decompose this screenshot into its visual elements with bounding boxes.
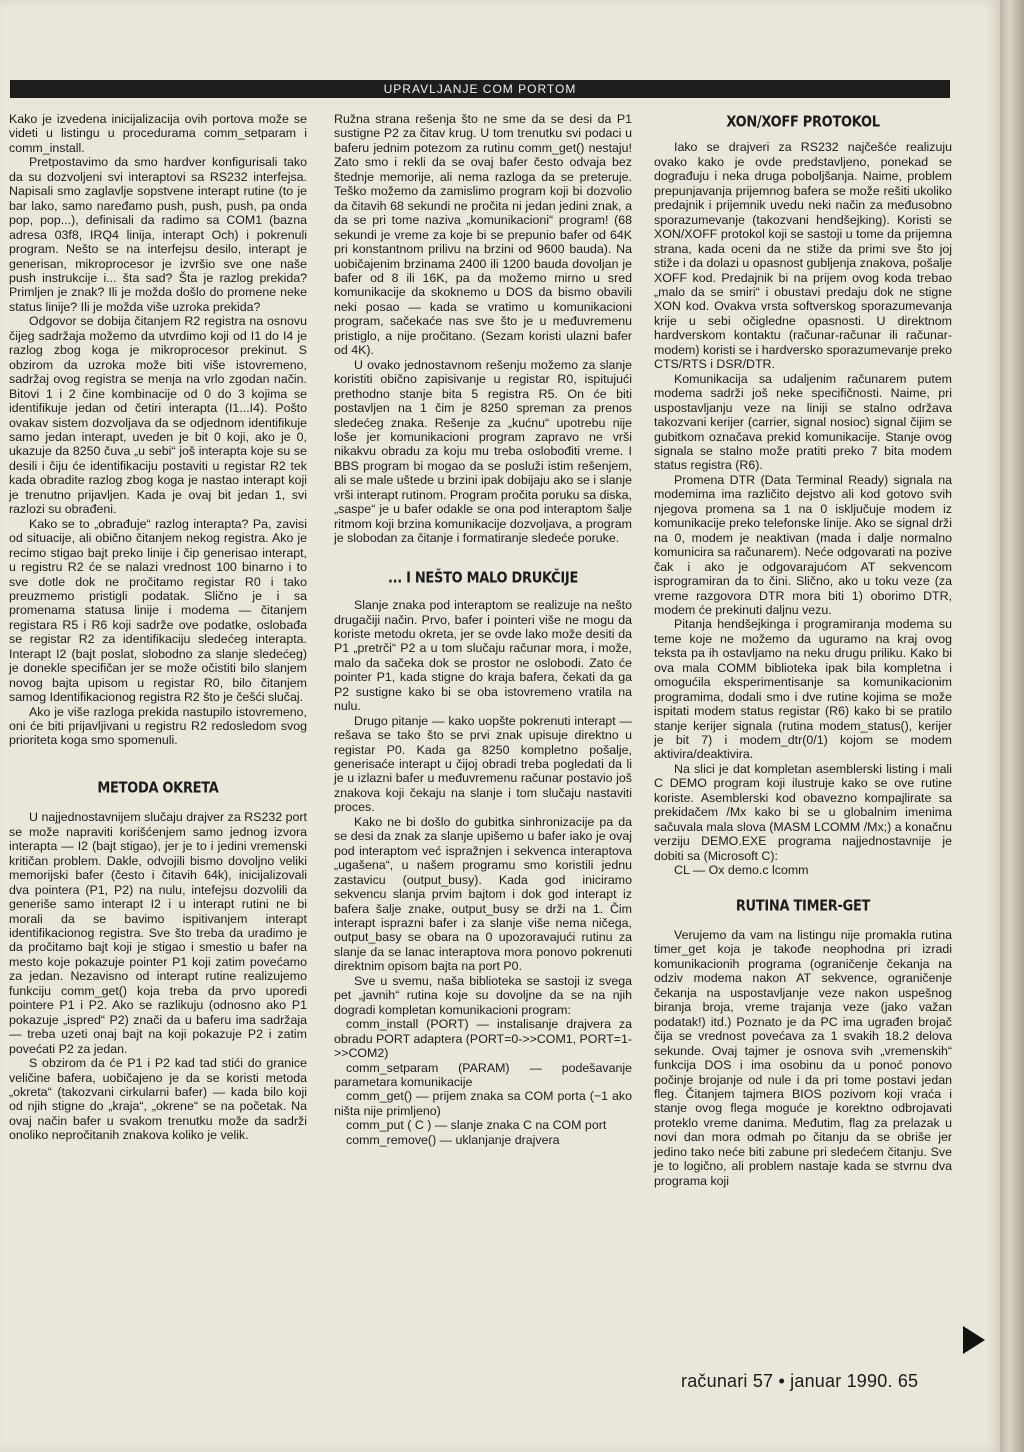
paragraph: Ružna strana rešenja što ne sme da se desi da P1 sustigne P2 za čitav krug. U tom trenutku svi podaci u baferu jednim potezom za rutinu comm_get() nestaju! Zato smo i rekli da se ovaj bafer često odvaja bez štednje memorije, ali nema razloga da se preteruje. Teško možemo da zamislimo program koji bi dozvolio da čitavih 68 sekundi ne pročita ni jedan jedini znak, a da se pri tome naziva „komunikacioni“ program! (68 sekundi je vreme za koje bi se prepunio bafer od 64K pri konstantnom prilivu na brzini od 9600 bauda). Na uobičajenim brzinama 2400 ili 1200 bauda dovoljan je bafer od 8 ili 16K, pa da možemo mirno u sred komunikacije da skoknemo u DOS da bismo obavili neki posao — kada se vratimo u komunikacioni program, sačekaće nas sve što je u međuvremenu pristiglo, a nije pročitano. (Sezam koristi ulazni bafer od 4K). — [334, 112, 632, 358]
arrow-right-icon — [963, 1326, 985, 1354]
routine-item: comm_put ( C ) — slanje znaka C na COM port — [346, 1118, 607, 1133]
paragraph: U ovako jednostavnom rešenju možemo za slanje koristiti obično zapisivanje u registar R0, ispitujući prethodno stanje bita 5 registra R5. On će biti postavljen na 1 čim je 8250 spreman za prenos sledećeg znaka. Rešenje za „kućnu“ upotrebu nije loše jer komunikacioni program zapravo ne vrši nikakvu obradu za koju mu treba oslobođiti vreme. I BBS program bi mogao da se posluži istim rešenjem, ali se male uštede u brzini ipak dobijaju ako se i slanje vrši interapt rutinom. Program pročita poruku sa diska, „saspe“ je u bafer odakle se ona pod interaptom šalje ritmom koji brzina komunikacije dozvoljava, a program je slobodan za čitanje i formatiranje sledeće poruke. — [334, 357, 632, 546]
heading-xon-xoff: XON/XOFF PROTOKOL — [726, 113, 880, 132]
section-header: UPRAVLJANJE COM PORTOM — [10, 80, 950, 98]
paragraph: S obzirom da će P1 i P2 kad tad stići do granice veličine bafera, uobičajeno je da se koristi metoda „okreta“ (takozvani cirkularni bafer) — kada bilo koji od njih stigne do „kraja“, „okrene“ se na početak. Na ovaj način bafer u svakom trenutku može da sadrži onoliko nepročitanih znakova koliko je velik. — [9, 1056, 307, 1143]
column-2 — [334, 112, 632, 1147]
paragraph: Kako ne bi došlo do gubitka sinhronizacije pa da se desi da znak za slanje upišemo u bafer iako je ovaj pod interaptom već ispražnjen i sekvenca interaptova „ugašena“, u našem programu smo koristili jednu zastavicu (output_busy). Kada god iniciramo sekvencu slanja prvim bajtom i dok god interapt iz bafera šalje znake, output_busy se drži na 1. Čim interapt isprazni bafer i za slanje više nema ničega, output_basy se obara na 0 upozoravajući rutinu za slanje da se lanac interaptova mora ponovo pokrenuti direktnim opisom bajta na port P0. — [334, 814, 632, 974]
paragraph: Pitanja hendšejkinga i programiranja modema su teme koje ne možemo da uguramo na kraj ovog teksta pa ih ostavljamo na neku drugu priliku. Kako bi ova mala COMM biblioteka ipak bila kompletna i omogućila eksperimentisanje sa komunikacionim programima, dodali smo i dve rutine kojima se može ispitati modem status registar (R6) kako bi se pratilo stanje kerijer signala (rutina modem_status(), kerijer je bit 7) i modem_dtr(0/1) kojom se modem aktivira/deaktivira. — [654, 617, 952, 762]
paragraph: Kako je izvedena inicijalizacija ovih portova može se videti u listingu u procedurama comm_setparam i comm_install. — [9, 112, 307, 155]
paragraph: U najjednostavnijem slučaju drajver za RS232 port se može napraviti korišćenjem samo jednog izvora interapta — I2 (bajt stigao), jer je to i jedini vremenski kritičan problem. Dakle, odvojili bismo dovoljno veliki memorijski bafer (često i čitavih 64k), inicijalizovali dva pointera (P1, P2) na nulu, intefejsu dozvolili da generiše samo interapt I2 i u interapt rutini ne bi morali da se bavimo ispitivanjem interapt identifikacionog registra. Sve što treba da uradimo je da pročitamo bajt koji je stigao i smestio u bafer na mesto koje pokazuje pointer P1 koji zatim povećamo za jedan. Nezavisno od interapt rutine realizujemo funkciju comm_get() koja treba da prvo uporedi pointere P1 i P2. Ako se razlikuju (odnosno ako P1 pokazuje „ispred“ P2) znači da u baferu ima sadržaja — treba uzeti onaj bajt na koji pokazuje P2 i zatim povećati P2 za jedan. — [9, 810, 307, 1056]
column-3 — [654, 112, 952, 1188]
routine-item: comm_install (PORT) — instalisanje drajvera za obradu PORT adaptera (PORT=0->>COM1, PORT=1->>COM2) — [334, 1017, 632, 1061]
routine-item: comm_remove() — uklanjanje drajvera — [346, 1132, 560, 1147]
paragraph: Pretpostavimo da smo hardver konfigurisali tako da su dozvoljeni svi interaptovi sa RS232 interfejsa. Napisali smo zaglavlje sopstvene interapt rutine (to je bar lako, samo naređamo push, push, push, pa onda pop, pop...), definisali da radimo sa COM1 (bazna adresa 03f8, IRQ4 linija, interapt Och) i pokrenuli program. Nešto se na interfejsu desilo, interapt je generisan, mikroprocesor je izvršio sve one naše push instrukcije i... šta sad? Šta je razlog prekida? Primljen je znak? Ili je možda došlo do promene neke status linije? Ili je možda više uzroka prekida? — [9, 155, 307, 314]
column-1 — [9, 112, 307, 1143]
paragraph: Iako se drajveri za RS232 najčešće realizuju ovako kako je ovde predstavljeno, ponekad se dograđuju i neka druga poboljšanja. Naime, problem prepunjavanja prijemnog bafera se može rešiti ukoliko predajnik i prijemnik uvedu neki način za međusobno sporazumevanje (takozvani hendšejking). Koristi se XON/XOFF protokol koji se sastoji u tome da prijemna strana, kada oceni da ne stiže da primi sve što joj stiže i da dolazi u opasnost gubljenja znakova, pošalje XOFF kod. Predajnik bi na prijem ovog koda trebao „malo da se smiri“ i obustavi predaju dok ne stigne XON kod. Ovakva vrsta softverskog sporazumevanja krije u sebi očigledne opasnosti. U direktnom hardverskom kontaktu (računar-računar ili računar-modem) koristi se i hardversko sporazumevanje preko CTS/RTS i DSR/DTR. — [654, 140, 952, 372]
routine-item: comm_get() — prijem znaka sa COM porta (−1 ako ništa nije primljeno) — [334, 1089, 632, 1118]
command-line: CL — Ox demo.c lcomm — [674, 863, 809, 878]
paragraph: Sve u svemu, naša biblioteka se sastoji iz svega pet „javnih“ rutina koje su dovoljne da se na njih dogradi kompletan komunikacioni program: — [334, 973, 632, 1017]
paragraph: Promena DTR (Data Terminal Ready) signala na modemima ima različito dejstvo ali kod gotovo svih njegova promena sa 1 na 0 isključuje modem iz komunikacije preko telefonske linije. Ako se signal drži na 0, modem je neaktivan (mada i dalje normalno komunicira sa računarem). Neće odgovarati na pozive čak i ako je odgovarajućom AT sekvencom isprogramiran da to čini. Slično, ako u toku veze (za vreme razgovora DTR mora biti 1) oborimo DTR, modem će prekinuti daljnu vezu. — [654, 472, 952, 617]
paragraph: Kako se to „obrađuje“ razlog interapta? Pa, zavisi od situacije, ali obično čitanjem nekog registra. Ako je recimo stigao bajt preko linije i čip generisao interapt, u registru R2 će se nalazi vrednost 100 binarno i to sve dotle dok ne pročitamo registar R0 i tako preuzmemo pristigli podatak. Slično je i sa promenama statusa linije i modema — čitanjem registara R5 i R6 koji sadrže ove podatke, oslobađa se registar R2 za identifikaciju sledećeg interapta. Interapt I2 (bajt poslat, slobodno za slanje sledećeg) je donekle specifičan jer se može očistiti bilo slanjem novog bajta upisom u registar R0, bilo čitanjem samog Identifikacionog registra R2 što je češći slučaj. — [9, 516, 307, 705]
paragraph: Verujemo da vam na listingu nije promakla rutina timer_get koja je takođe neophodna pri izradi komunikacionih programa (ograničenje čekanja na odziv modema nakon AT sekvence, ograničenje čekanja na uspostavljanje veze nakon uspešnog biranja broja, vreme trajanja veze (jako važan podatak!) itd.) Poznato je da PC ima ugrađen brojač čija se vrednost povećava za 1 svakih 18.2 delova sekunde. Ovaj tajmer je osnova svih „vremenskih“ funkcija DOS i ima osobinu da u ponoć ponovo počinje brojanje od nule i da pri tome postavi jedan fleg. Čitanjem tajmera BIOS pozivom koji vraća i stanje ovog flega moguće je korektno odbrojavati proteklo vreme danima. Međutim, flag za prelazak u novi dan mora odmah po čitanju da se obriše jer jedino tako neće biti zabune pri sledećem čitanju. Sve je to logično, ali problem nastaje kada se stvrnu dva programa koji — [654, 928, 952, 1188]
heading-metoda-okreta: METODA OKRETA — [97, 779, 219, 797]
paragraph: Drugo pitanje — kako uopšte pokrenuti interapt — rešava se tako što se prvi znak upisuje direktno u registar P0. Kada ga 8250 kompletno pošalje, generisaće interapt u čijoj obradi treba pogledati da li je u izlazni bafer u međuvremenu računar postavio još znakova koji čekaju na slanje i tom slučaju nastaviti proces. — [334, 713, 632, 815]
paragraph: Slanje znaka pod interaptom se realizuje na nešto drugačiji način. Prvo, bafer i pointeri više ne mogu da koriste metodu okreta, jer se ovde lako može desiti da P1 „pretrči“ P2 a u tom slučaju računar mora, i može, malo da sačeka dok se prostor ne oslobodi. Zato će pointer P1, kada stigne do kraja bafera, čekati da ga P2 sustigne kako bi se oba istovremeno vratila na nulu. — [334, 598, 632, 714]
paragraph: Ako je više razloga prekida nastupilo istovremeno, oni će biti prijavljivani u registru R2 redosledom svog prioriteta koga smo spomenuli. — [9, 704, 307, 748]
paragraph: Na slici je dat kompletan asemblerski listing i mali C DEMO program koji ilustruje kako se ove rutine koriste. Asemblerski kod obavezno kompajlirate sa prekidačem /Mx kako bi se u globalnim imenima sačuvala mala slova (MASM LCOMM /Mx;) a konačnu verziju DEMO.EXE programa najjednostavnije je dobiti sa (Microsoft C): — [654, 761, 952, 863]
paragraph: Odgovor se dobija čitanjem R2 registra na osnovu čijeg sadržaja možemo da utvrdimo koji od I1 do I4 je razlog zbog koga je mikroprocesor prekinut. S obzirom da uzroka može biti više istovremeno, sadržaj ovog registra se menja na vrlo zgodan način. Bitovi 1 i 2 čine kombinacije od 0 do 3 kojima se identifikuje jedan od četiri interapta (I1...I4). Pošto ovakav sistem dozvoljava da se odjednom identifikuje samo jedan interapt, uveden je bit 0 koji, ako je 0, ukazuje da 8250 čuva „u sebi“ još interapta koje su se desili i čiju će identifikaciju postaviti u registar R2 tek kada obradite razlog zbog koga je nastao interapt koji je trenutno prijavljen. Kada je ovaj bit jedan 1, svi razlozi su obrađeni. — [9, 314, 307, 517]
paragraph: Komunikacija sa udaljenim računarem putem modema sadrži još neke specifičnosti. Naime, pri uspostavljanju veze na liniji se stalno održava takozvani kerijer (carrier, signal nosioc) signal čijim se gubitkom označava prekid komunikacije. Stanje ovog signala se stalno može pratiti preko 7 bita modem status registra (R6). — [654, 371, 952, 473]
page-edge — [1000, 0, 1024, 1452]
heading-rutina-timer-get: RUTINA TIMER-GET — [735, 897, 871, 915]
heading-nesto-malo-drukcije: ... I NEŠTO MALO DRUKČIJE — [387, 569, 579, 587]
routine-item: comm_setparam (PARAM) — podešavanje parametara komunikacije — [334, 1060, 632, 1089]
page-footer: računari 57 • januar 1990. 65 — [681, 1371, 919, 1391]
